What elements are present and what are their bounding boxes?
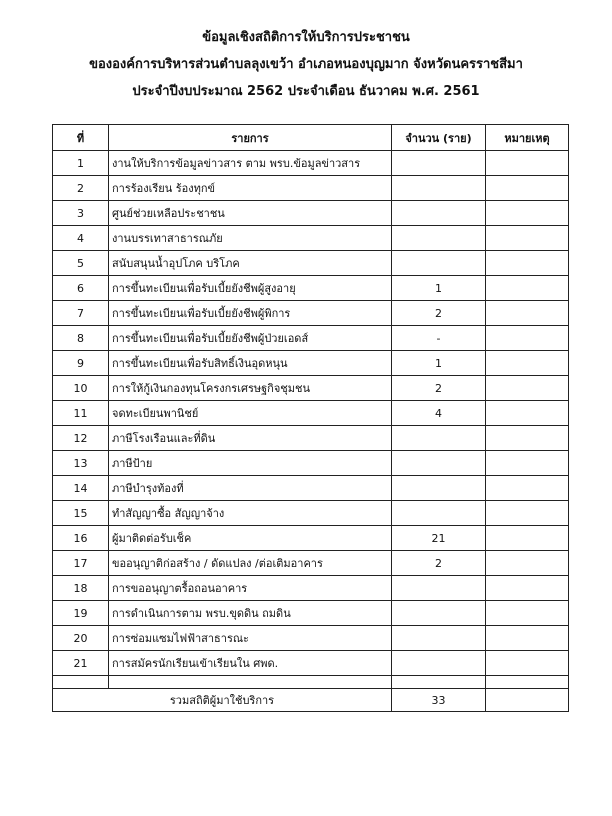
row-note [486,251,569,276]
row-note [486,151,569,176]
row-note [486,451,569,476]
row-count [392,626,486,651]
row-number: 4 [53,226,109,251]
table-row [53,301,569,326]
table-row [53,526,569,551]
row-count: 2 [392,376,486,401]
row-item: จดทะเบียนพานิชย์ [109,401,392,426]
row-item: การขออนุญาตรื้อถอนอาคาร [109,576,392,601]
row-number: 21 [53,651,109,676]
row-number: 7 [53,301,109,326]
row-item: การขึ้นทะเบียนเพื่อรับเบี้ยยังชีพผู้พิการ [109,301,392,326]
row-number: 11 [53,401,109,426]
row-count: 1 [392,351,486,376]
table-row [53,276,569,301]
row-number: 15 [53,501,109,526]
blank-cell [486,676,569,689]
row-item: ผู้มาติดต่อรับเช็ค [109,526,392,551]
table-row [53,201,569,226]
table-row [53,326,569,351]
row-item: การร้องเรียน ร้องทุกข์ [109,176,392,201]
row-number: 1 [53,151,109,176]
row-count: 2 [392,301,486,326]
row-count [392,601,486,626]
column-header-note: หมายเหตุ [486,125,569,151]
row-note [486,601,569,626]
table-row [53,426,569,451]
row-note [486,401,569,426]
row-item: การดำเนินการตาม พรบ.ขุดดิน ถมดิน [109,601,392,626]
row-item: สนับสนุนน้ำอุปโภค บริโภค [109,251,392,276]
blank-cell [53,676,109,689]
table-row [53,576,569,601]
row-count: 21 [392,526,486,551]
table-header-row [53,125,569,151]
row-item: ภาษีป้าย [109,451,392,476]
row-note [486,201,569,226]
row-number: 19 [53,601,109,626]
row-note [486,476,569,501]
row-number: 13 [53,451,109,476]
table-row [53,601,569,626]
row-item: การขึ้นทะเบียนเพื่อรับเบี้ยยังชีพผู้ป่วยเอดส์ [109,326,392,351]
row-number: 14 [53,476,109,501]
table-row [53,401,569,426]
row-number: 12 [53,426,109,451]
row-count: - [392,326,486,351]
total-note [486,689,569,712]
statistics-table [52,124,569,712]
row-note [486,551,569,576]
row-note [486,376,569,401]
row-count [392,451,486,476]
table-row [53,501,569,526]
blank-cell [392,676,486,689]
table-row [53,626,569,651]
blank-row [53,676,569,689]
row-item: การขึ้นทะเบียนเพื่อรับสิทธิ์เงินอุดหนุน [109,351,392,376]
row-item: ทำสัญญาซื้อ สัญญาจ้าง [109,501,392,526]
row-number: 8 [53,326,109,351]
row-note [486,326,569,351]
row-item: ศูนย์ช่วยเหลือประชาชน [109,201,392,226]
row-note [486,351,569,376]
total-label: รวมสถิติผู้มาใช้บริการ [53,689,392,712]
row-count [392,176,486,201]
row-note [486,501,569,526]
row-note [486,226,569,251]
table-row [53,451,569,476]
row-note [486,651,569,676]
row-number: 18 [53,576,109,601]
row-count [392,226,486,251]
row-number: 17 [53,551,109,576]
table-row [53,226,569,251]
row-number: 9 [53,351,109,376]
report-title: ข้อมูลเชิงสถิติการให้บริการประชาชน [202,30,410,45]
row-count: 4 [392,401,486,426]
row-number: 2 [53,176,109,201]
row-count [392,426,486,451]
report-period: ประจำปีงบประมาณ 2562 ประจำเดือน ธันวาคม พ.ศ. 2561 [132,84,480,99]
row-number: 10 [53,376,109,401]
row-number: 16 [53,526,109,551]
row-number: 6 [53,276,109,301]
table-body [53,151,569,676]
row-number: 5 [53,251,109,276]
total-count: 33 [392,689,486,712]
row-count [392,576,486,601]
row-count: 1 [392,276,486,301]
row-item: ขออนุญาติก่อสร้าง / ดัดแปลง /ต่อเติมอาคาร [109,551,392,576]
row-number: 3 [53,201,109,226]
row-note [486,301,569,326]
report-organization: ขององค์การบริหารส่วนตำบลลุงเขว้า อำเภอหนองบุญมาก จังหวัดนครราชสีมา [89,57,523,72]
table-row [53,251,569,276]
column-header-count: จำนวน (ราย) [392,125,486,151]
row-count [392,501,486,526]
row-number: 20 [53,626,109,651]
column-header-item: รายการ [109,125,392,151]
row-item: งานบรรเทาสาธารณภัย [109,226,392,251]
row-count [392,476,486,501]
table-row [53,476,569,501]
row-count [392,201,486,226]
total-row [53,689,569,712]
table-row [53,351,569,376]
row-item: ภาษีโรงเรือนและที่ดิน [109,426,392,451]
column-header-no: ที่ [53,125,109,151]
row-count [392,251,486,276]
row-item: การสมัครนักเรียนเข้าเรียนใน ศพด. [109,651,392,676]
table-row [53,151,569,176]
row-count [392,151,486,176]
row-item: ภาษีบำรุงท้องที่ [109,476,392,501]
row-note [486,626,569,651]
row-note [486,526,569,551]
row-item: การให้กู้เงินกองทุนโครงกรเศรษฐกิจชุมชน [109,376,392,401]
row-item: งานให้บริการข้อมูลข่าวสาร ตาม พรบ.ข้อมูลข่าวสาร [109,151,392,176]
table-row [53,551,569,576]
row-note [486,426,569,451]
table-row [53,651,569,676]
row-item: การซ่อมแซมไฟฟ้าสาธารณะ [109,626,392,651]
row-count [392,651,486,676]
table-row [53,176,569,201]
row-note [486,276,569,301]
row-count: 2 [392,551,486,576]
table-row [53,376,569,401]
blank-cell [109,676,392,689]
row-note [486,576,569,601]
row-note [486,176,569,201]
row-item: การขึ้นทะเบียนเพื่อรับเบี้ยยังชีพผู้สูงอายุ [109,276,392,301]
